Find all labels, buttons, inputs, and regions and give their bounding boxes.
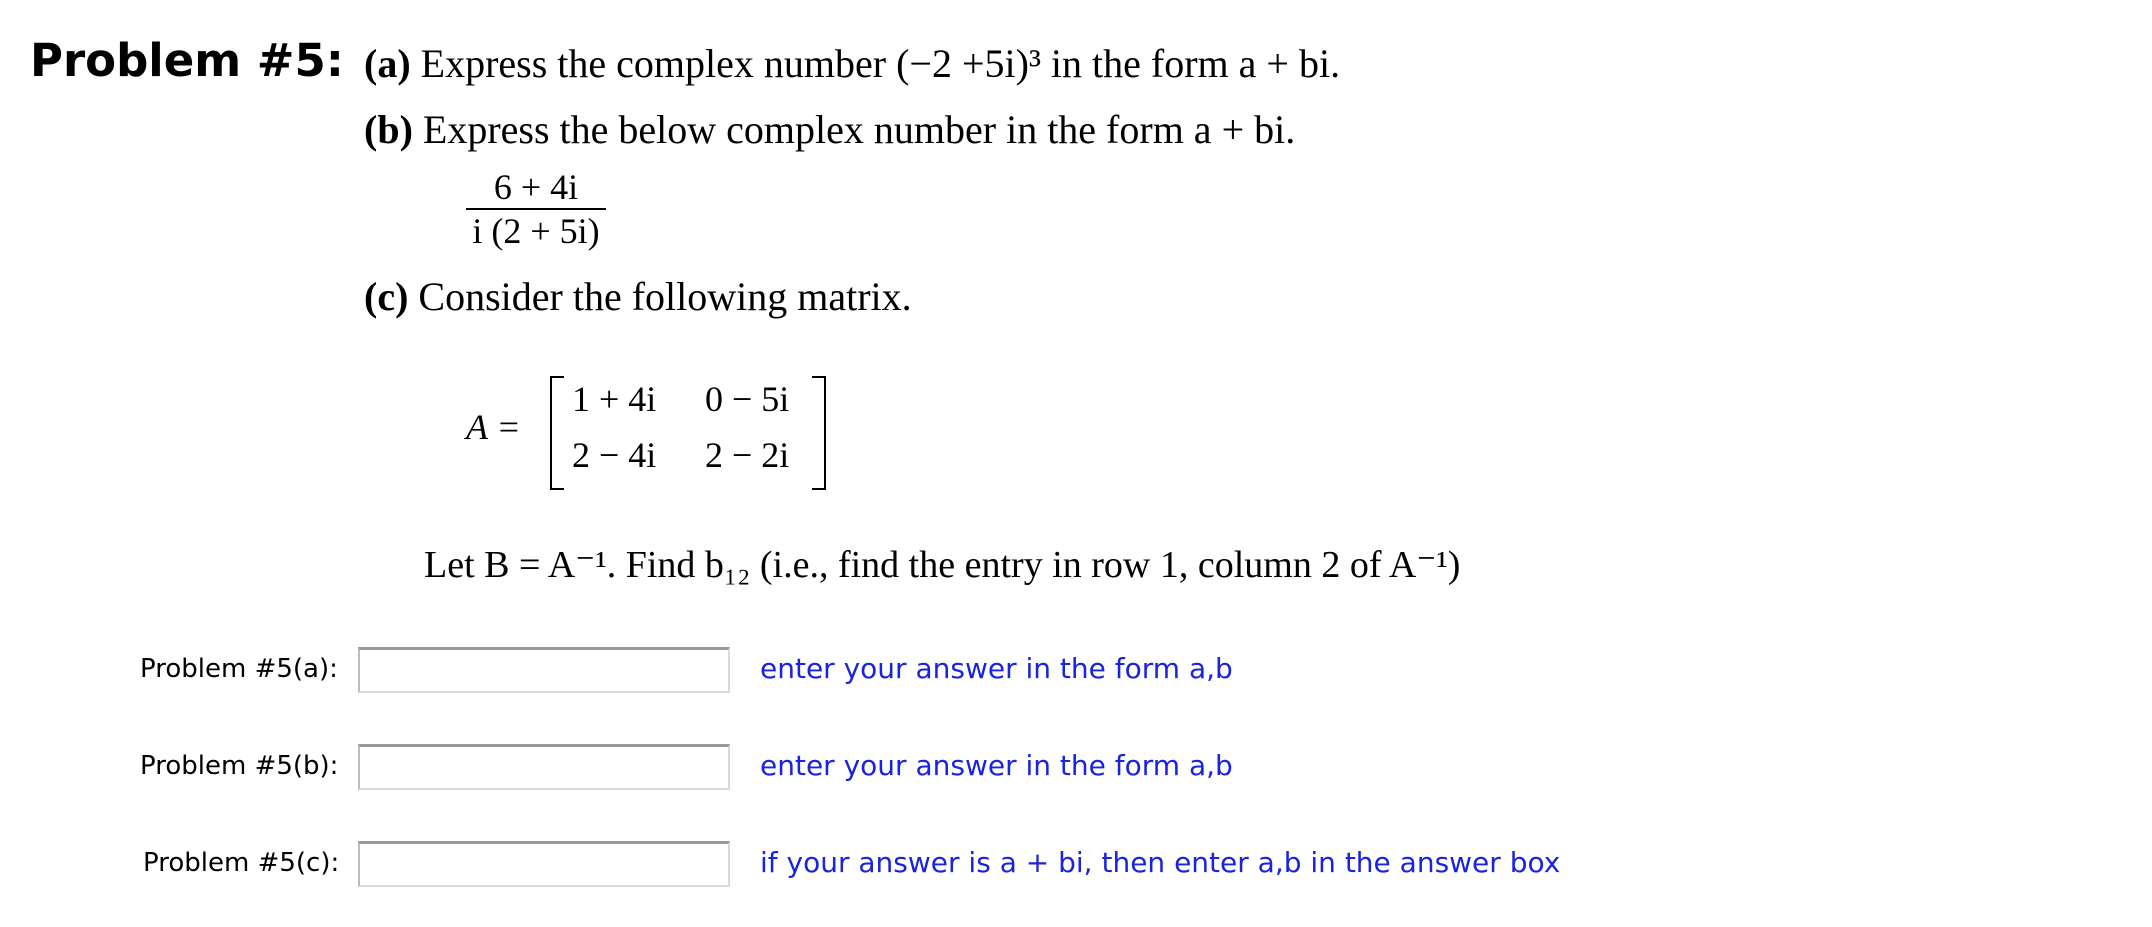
- answer-hint-a: enter your answer in the form a,b: [760, 652, 1233, 685]
- answer-label-a: Problem #5(a):: [140, 654, 338, 684]
- matrix-cell-1-2: 0 − 5i: [705, 379, 790, 419]
- answer-label-b: Problem #5(b):: [140, 751, 339, 781]
- answer-label-c: Problem #5(c):: [143, 848, 340, 878]
- answer-input-b[interactable]: [358, 744, 730, 790]
- part-c: [364, 273, 912, 320]
- part-c-question: Let B = A⁻¹. Find b₁₂ (i.e., find the entry in row 1, column 2 of A⁻¹): [424, 544, 1461, 586]
- part-b-label: (b): [364, 107, 413, 152]
- part-b-text: Express the below complex number in the form a + bi.: [422, 107, 1296, 152]
- part-c-label: (c): [364, 274, 409, 319]
- answer-hint-b: enter your answer in the form a,b: [760, 749, 1233, 782]
- matrix-right-bracket: [812, 376, 826, 490]
- matrix-cell-1-1: 1 + 4i: [572, 379, 657, 419]
- answer-input-c[interactable]: [358, 841, 730, 887]
- problem-title: Problem #5:: [30, 34, 344, 87]
- matrix-left-bracket: [550, 376, 564, 490]
- part-b: [364, 106, 1295, 153]
- fraction-numerator: 6 + 4i: [493, 167, 579, 207]
- matrix-cell-2-2: 2 − 2i: [705, 435, 790, 475]
- matrix-lhs: A =: [466, 407, 521, 447]
- part-a: [364, 40, 1340, 87]
- answer-input-a[interactable]: [358, 647, 730, 693]
- matrix-cell-2-1: 2 − 4i: [572, 435, 657, 475]
- answer-hint-c: if your answer is a + bi, then enter a,b in the answer box: [760, 846, 1561, 879]
- part-a-label: (a): [364, 41, 411, 86]
- fraction-denominator: i (2 + 5i): [472, 211, 600, 251]
- part-c-text: Consider the following matrix.: [418, 274, 912, 319]
- part-a-text: Express the complex number (−2 +5i)³ in the form a + bi.: [420, 41, 1341, 86]
